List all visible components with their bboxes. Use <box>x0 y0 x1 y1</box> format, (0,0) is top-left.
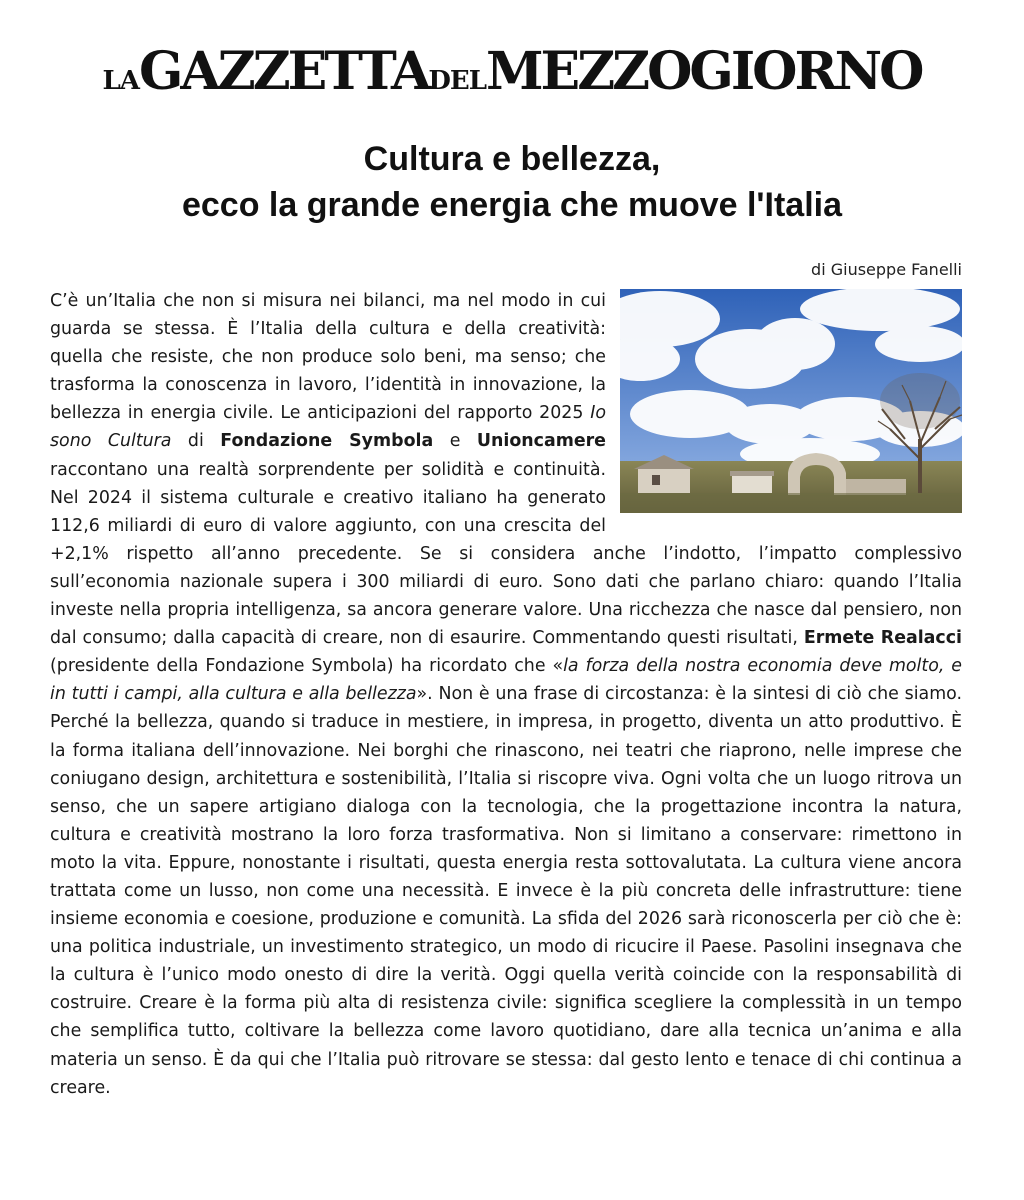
headline-line-1: Cultura e bellezza, <box>363 140 661 178</box>
landscape-photo-icon <box>620 289 962 513</box>
small-building <box>730 471 774 493</box>
headline-line-2: ecco la grande energia che muove l'Italia <box>181 186 842 224</box>
article-text-5: (presidente della Fondazione Symbola) ha ricordato che « <box>50 656 564 677</box>
article-byline: di Giuseppe Fanelli <box>811 260 962 279</box>
person-realacci: Ermete Realacci <box>803 628 963 649</box>
org-unioncamere: Unioncamere <box>476 431 606 452</box>
report-title: Io sono Cultura <box>50 403 606 452</box>
masthead-mezzogiorno: MEZZOGIORNO <box>486 41 922 102</box>
foreground-grass <box>620 493 962 513</box>
article-headline <box>0 136 1024 228</box>
article-text-2: di <box>171 431 221 452</box>
org-symbola: Fondazione Symbola <box>220 431 434 452</box>
article-body <box>50 287 962 1102</box>
article-photo <box>620 289 962 513</box>
article-text-6: ». Non è una frase di circostanza: è la sintesi di ciò che siamo. Perché la bellezza, quando si traduce in mestiere, in impresa, in progetto, diventa un atto produttivo. È la forma italiana dell’innovazione. Nei borghi che rinascono, nei teatri che riaprono, nelle imprese che coniugano design, architettura e sostenibilità, l’Italia si riscopre viva. Ogni volta che un luogo ritrova un senso, che un sapere artigiano dialoga con la tecnologia, che la progettazione incontra la natura, cultura e creatività mostrano la loro forza trasformativa. Non si limitano a conservare: rimettono in moto la vita. Eppure, nonostante i risultati, questa energia resta sottovalutata. La cultura viene ancora trattata come un lusso, non come una necessità. E invece è la più concreta delle infrastrutture: tiene insieme economia e coesione, produzione e comunità. La sfida del 2026 sarà riconoscerla per ciò che è: una politica industriale, un investimento strategico, un modo di ricucire il Paese. Pasolini insegnava che la cultura è l’unico modo onesto di dire la verità. Oggi quella verità coincide con la responsabilità di costruire. Creare è la forma più alta di resistenza civile: significa scegliere la complessità in un tempo che semplifica tutto, coltivare la bellezza come lavoro quotidiano, dare alla tecnica un’anima e alla materia un senso. È da qui che l’Italia può ritrovare se stessa: dal gesto lento e tenace di chi continua a creare. <box>50 684 962 1098</box>
masthead-la: LA <box>102 66 139 96</box>
article-text-1: C’è un’Italia che non si misura nei bilanci, ma nel modo in cui guarda se stessa. È l’Italia della cultura e della creatività: quella che resiste, che non produce solo beni, ma senso; che trasforma la conoscenza in lavoro, l’identità in innovazione, la bellezza in energia civile. Le anticipazioni del rapporto 2025 <box>50 291 606 424</box>
masthead-gazzetta: GAZZETTA <box>138 41 429 102</box>
tree-canopy <box>880 373 960 429</box>
newspaper-masthead <box>0 42 1024 111</box>
article-text-3: e <box>433 431 477 452</box>
realacci-quote: la forza della nostra economia deve molto, e in tutti i campi, alla cultura e alla bellezza <box>50 656 962 705</box>
article-text-4: raccontano una realtà sorprendente per solidità e continuità. Nel 2024 il sistema culturale e creativo italiano ha generato 112,6 miliardi di euro di valore aggiunto, con una crescita del +2,1% rispetto all’anno precedente. Se si considera anche l’indotto, l’impatto complessivo sull’economia nazionale supera i 300 miliardi di euro. Sono dati che parlano chiaro: quando l’Italia investe nella propria intelligenza, sa ancora generare valore. Una ricchezza che nasce dal pensiero, non dal consumo; dalla capacità di creare, non di esaurire. Commentando questi risultati, <box>50 459 962 649</box>
masthead-del: DEL <box>428 66 486 96</box>
